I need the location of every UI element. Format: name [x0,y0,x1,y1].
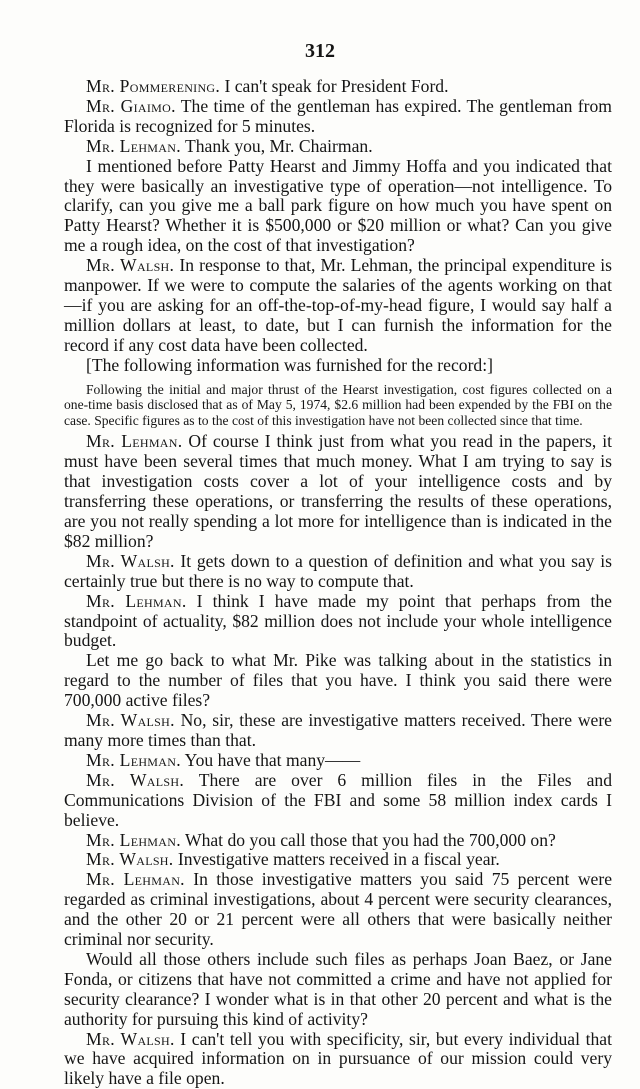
paragraph [64,651,612,711]
speaker-name: Mr. Lehman. [86,135,181,156]
paragraph-text: Thank you, Mr. Chairman. [180,135,373,156]
speaker-name: Mr. Walsh. [86,710,175,731]
paragraph-text: Of course I think just from what you read in the papers, it must have been several times that much money. What I am trying to say is that investigation costs cover a lot of your intelligence costs and by transferring these operations, or transferring the results of these operations, are you not really spending a lot more for intelligence than is indicated in the $82 million? [64,431,612,551]
paragraph [64,157,612,257]
paragraph-text: Investigative matters received in a fiscal year. [173,849,500,870]
speaker-name: Mr. Pommerening. [86,76,221,96]
paragraph-text: I can't speak for President Ford. [220,76,449,96]
paragraph-text: Let me go back to what Mr. Pike was talking about in the statistics in regard to the number of files that you have. I think you said there were 700,000 active files? [64,650,612,711]
paragraph [64,771,612,831]
paragraph-text: [The following information was furnished for the record:] [86,354,493,375]
paragraph [64,592,612,652]
paragraph [64,711,612,751]
paragraph-text: I can't tell you with specificity, sir, but every individual that we have acquired information on in pursuance of our mission could very likely have a file open. [64,1028,612,1089]
paragraph-text: I think I have made my point that perhaps from the standpoint of actuality, $82 million does not include your whole intelligence budget. [64,590,612,651]
speaker-name: Mr. Lehman. [86,431,183,452]
paragraph-text: I mentioned before Patty Hearst and Jimmy Hoffa and you indicated that they were basically an investigative type of operation—not intelligence. To clarify, can you give me a ball park figure on how much you have spent on Patty Hearst? Whether it is $500,000 or $20 million or what? Can you give me a rough idea, on the cost of that investigation? [64,155,612,256]
speaker-name: Mr. Lehman. [86,590,187,611]
paragraph [64,77,612,97]
paragraph-text: What do you call those that you had the 700,000 on? [180,829,556,850]
speaker-name: Mr. Lehman. [86,829,181,850]
speaker-name: Mr. Walsh. [86,769,185,790]
paragraph [64,850,612,870]
speaker-name: Mr. Walsh. [86,550,175,571]
paragraph [64,356,612,376]
speaker-name: Mr. Walsh. [86,849,174,870]
paragraph-text: The time of the gentleman has expired. The gentleman from Florida is recognized for 5 minutes. [64,95,612,136]
paragraph-text: It gets down to a question of definition and what you say is certainly true but there is no way to compute that. [64,550,612,591]
paragraph [64,870,612,950]
paragraph [64,950,612,1030]
paragraph [64,1030,612,1089]
record-insert: Following the initial and major thrust of the Hearst investigation, cost figures collected on a one-time basis disclosed that as of May 5, 1974, $2.6 million had been expended by the FBI on the case. Specific figures as to the cost of this investigation have not been collected since that time. [64,381,612,428]
paragraph [64,751,612,771]
paragraph [64,831,612,851]
paragraph [64,256,612,356]
speaker-name: Mr. Lehman. [86,869,185,890]
paragraph-text: In those investigative matters you said 75 percent were regarded as criminal investigations, about 4 percent were security clearances, and the other 20 or 21 percent were all others that were basically neither criminal nor security. [64,869,613,950]
speaker-name: Mr. Walsh. [86,1028,175,1049]
speaker-name: Mr. Lehman. [86,749,181,770]
page-number: 312 [305,40,335,62]
paragraph [64,552,612,592]
speaker-name: Mr. Walsh. [86,255,175,276]
paragraph [64,432,612,551]
speaker-name: Mr. Giaimo. [86,95,176,116]
paragraph [64,97,612,137]
document-body [64,77,612,1089]
paragraph-text: Would all those others include such files as perhaps Joan Baez, or Jane Fonda, or citizens that have not committed a crime and have not applied for security clearance? I wonder what is in that other 20 percent and what is the authority for pursuing this kind of activity? [64,948,612,1029]
paragraph-text: There are over 6 million files in the Files and Communications Division of the FBI and some 58 million index cards I believe. [64,769,612,830]
paragraph-text: No, sir, these are investigative matters received. There were many more times than that. [64,710,612,750]
paragraph [64,137,612,157]
paragraph-text: In response to that, Mr. Lehman, the principal expenditure is manpower. If we were to compute the salaries of the agents working on that—if you are asking for an off-the-top-of-my-head figure, I would say half a million dollars at least, to date, but I can furnish the information for the record if any cost data have been collected. [64,255,612,355]
paragraph-text: You have that many—— [180,749,361,770]
